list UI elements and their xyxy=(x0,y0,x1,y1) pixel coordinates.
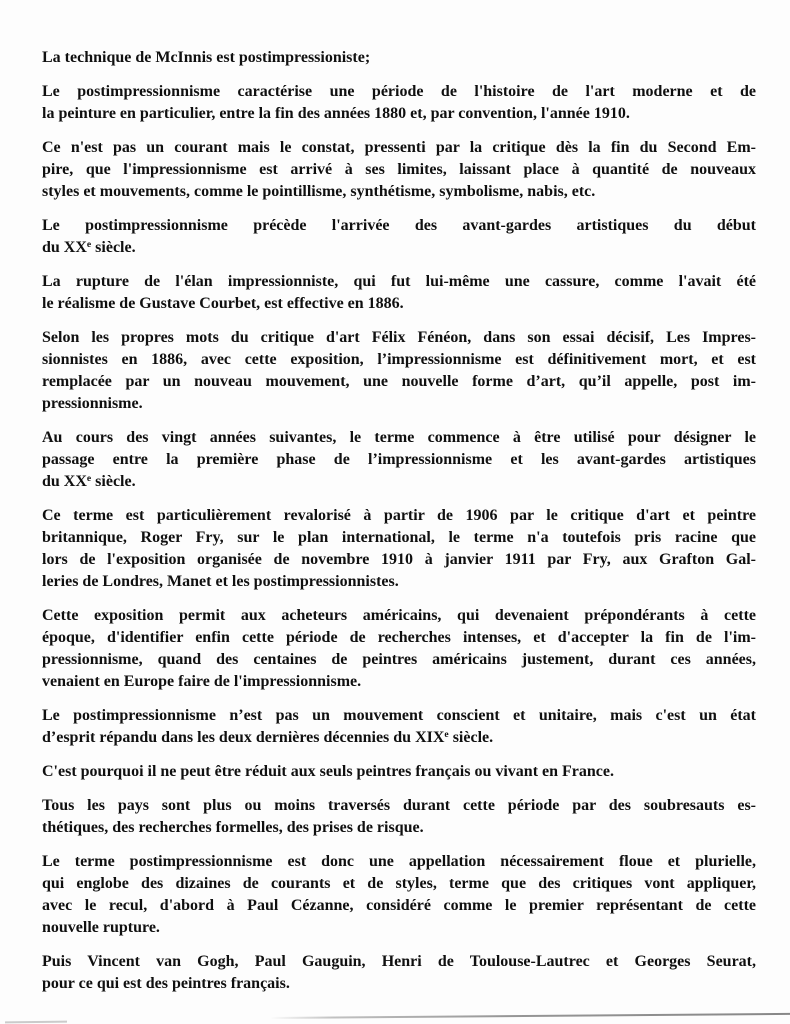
paragraph xyxy=(42,81,756,125)
paragraph xyxy=(42,761,756,783)
text-line: Au cours des vingt années suivantes, le terme commence à être utilisé pour désigner le xyxy=(42,429,756,446)
text-segment: d’esprit répandu dans les deux dernières décennies du XIX xyxy=(42,729,445,746)
text-line: venaient en Europe faire de l'impressionnisme. xyxy=(42,673,362,690)
paragraph xyxy=(42,137,756,203)
text-line: Le terme postimpressionnisme est donc une appellation nécessairement floue et plurielle, xyxy=(42,853,756,870)
text-line: Le postimpressionnisme caractérise une période de l'histoire de l'art moderne et de xyxy=(42,83,756,100)
text-line: époque, d'identifier enfin cette période de recherches intenses, et d'accepter la fin de l'im- xyxy=(42,629,756,646)
text-line: pour ce qui est des peintres français. xyxy=(42,975,290,992)
paragraph xyxy=(42,951,756,995)
scan-edge-artifact xyxy=(5,1021,67,1024)
text-line: Selon les propres mots du critique d'art Félix Fénéon, dans son essai décisif, Les Impres- xyxy=(42,329,756,346)
superscript-e: e xyxy=(86,239,92,250)
text-line: pire, que l'impressionnisme est arrivé à ses limites, laissant place à quantité de nouveaux xyxy=(42,161,756,178)
text-segment: siècle. xyxy=(91,473,136,490)
text-line: passage entre la première phase de l’impressionnisme et les avant-gardes artistiques xyxy=(42,451,756,468)
text-segment: siècle. xyxy=(91,239,136,256)
text-line: sionnistes en 1886, avec cette exposition, l’impressionnisme est définitivement mort, et est xyxy=(42,351,756,368)
text-line xyxy=(42,727,756,749)
text-line: pressionnisme, quand des centaines de peintres américains justement, durant ces années, xyxy=(42,651,756,668)
text-line: qui englobe des dizaines de courants et de styles, terme que des critiques vont appliquer, xyxy=(42,875,756,892)
superscript-e: e xyxy=(444,729,449,740)
paragraph xyxy=(42,705,756,749)
document-text-block xyxy=(42,47,756,1007)
text-line: Ce terme est particulièrement revalorisé à partir de 1906 par le critique d'art et peintre xyxy=(42,507,756,524)
text-line xyxy=(42,237,756,259)
scan-edge-artifact xyxy=(270,1013,790,1019)
paragraph xyxy=(42,427,756,493)
text-line: styles et mouvements, comme le pointillisme, synthétisme, symbolisme, nabis, etc. xyxy=(42,183,596,200)
text-line: remplacée par un nouveau mouvement, une nouvelle forme d’art, qu’il appelle, post im- xyxy=(42,373,756,390)
text-line: avec le recul, d'abord à Paul Cézanne, considéré comme le premier représentant de cette xyxy=(42,897,756,914)
text-line xyxy=(42,471,756,493)
paragraph xyxy=(42,215,756,259)
text-line: le réalisme de Gustave Courbet, est effective en 1886. xyxy=(42,295,404,312)
text-line: La rupture de l'élan impressionniste, qui fut lui-même une cassure, comme l'avait été xyxy=(42,273,756,290)
paragraph xyxy=(42,851,756,939)
text-line: Le postimpressionnisme n’est pas un mouvement conscient et unitaire, mais c'est un état xyxy=(42,707,756,724)
text-line: C'est pourquoi il ne peut être réduit aux seuls peintres français ou vivant en France. xyxy=(42,763,614,780)
paragraph xyxy=(42,271,756,315)
text-line: leries de Londres, Manet et les postimpressionnistes. xyxy=(42,573,399,590)
paragraph xyxy=(42,795,756,839)
superscript-e: e xyxy=(86,473,92,484)
text-line: Cette exposition permit aux acheteurs américains, qui devenaient prépondérants à cette xyxy=(42,607,756,624)
text-line: nouvelle rupture. xyxy=(42,919,160,936)
text-line: La technique de McInnis est postimpressioniste; xyxy=(42,49,371,66)
text-line: Ce n'est pas un courant mais le constat, pressenti par la critique dès la fin du Second Em- xyxy=(42,139,756,156)
paragraph xyxy=(42,505,756,593)
text-segment: siècle. xyxy=(448,729,494,746)
text-line: pressionnisme. xyxy=(42,395,143,412)
paragraph xyxy=(42,47,756,69)
text-line: britannique, Roger Fry, sur le plan international, le terme n'a toutefois pris racine que xyxy=(42,529,756,546)
text-line: Puis Vincent van Gogh, Paul Gauguin, Henri de Toulouse-Lautrec et Georges Seurat, xyxy=(42,953,756,970)
text-line: thétiques, des recherches formelles, des prises de risque. xyxy=(42,819,424,836)
text-line: Le postimpressionnisme précède l'arrivée des avant-gardes artistiques du début xyxy=(42,217,756,234)
text-line: lors de l'exposition organisée de novembre 1910 à janvier 1911 par Fry, aux Grafton Gal- xyxy=(42,551,756,568)
text-line: Tous les pays sont plus ou moins traversés durant cette période par des soubresauts es- xyxy=(42,797,756,814)
text-segment: du XX xyxy=(42,473,87,490)
paragraph xyxy=(42,327,756,415)
text-line: la peinture en particulier, entre la fin des années 1880 et, par convention, l'année 1910. xyxy=(42,105,630,122)
text-segment: du XX xyxy=(42,239,87,256)
paragraph xyxy=(42,605,756,693)
